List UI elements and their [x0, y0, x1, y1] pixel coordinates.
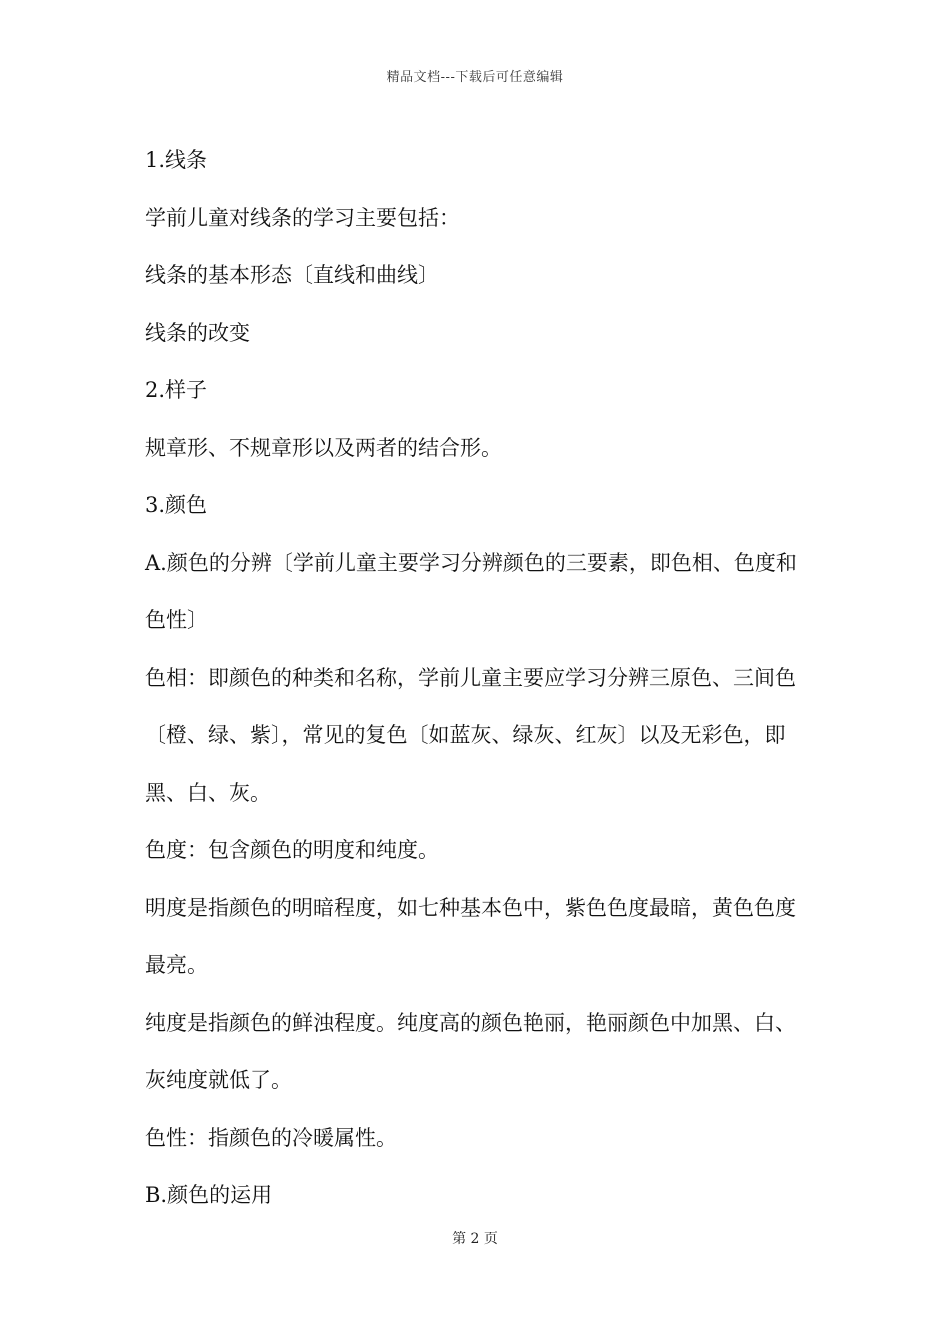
paragraph: 线条的改变 — [145, 320, 250, 345]
paragraph: 学前儿童对线条的学习主要包括： — [145, 205, 460, 230]
paragraph: 明度是指颜色的明暗程度，如七种基本色中，紫色色度最暗，黄色色度最亮。 — [145, 895, 796, 977]
page-number: 第 2 页 — [452, 1231, 498, 1247]
paragraph: 色相：即颜色的种类和名称，学前儿童主要应学习分辨三原色、三间色〔橙、绿、紫〕，常见的复色〔如蓝灰、绿灰、红灰〕以及无彩色，即黑、白、灰。 — [145, 665, 796, 805]
paragraph: 规章形、不规章形以及两者的结合形。 — [145, 435, 502, 460]
paragraph: A.颜色的分辨〔学前儿童主要学习分辨颜色的三要素，即色相、色度和色性〕 — [145, 550, 797, 632]
document-body — [145, 132, 810, 1225]
paragraph: 色度：包含颜色的明度和纯度。 — [145, 838, 439, 862]
page-header: 精品文档---下载后可任意编辑 — [386, 70, 564, 85]
paragraph-section-color: 3.颜色 — [145, 493, 208, 517]
paragraph: B.颜色的运用 — [145, 1183, 273, 1207]
paragraph: 线条的基本形态〔直线和曲线〕 — [145, 263, 439, 287]
paragraph: 纯度是指颜色的鲜浊程度。纯度高的颜色艳丽，艳丽颜色中加黑、白、灰纯度就低了。 — [145, 1010, 796, 1092]
paragraph-section-shape: 2.样子 — [145, 378, 208, 402]
paragraph: 色性：指颜色的冷暖属性。 — [145, 1125, 397, 1150]
paragraph-section-lines: 1.线条 — [145, 148, 208, 172]
